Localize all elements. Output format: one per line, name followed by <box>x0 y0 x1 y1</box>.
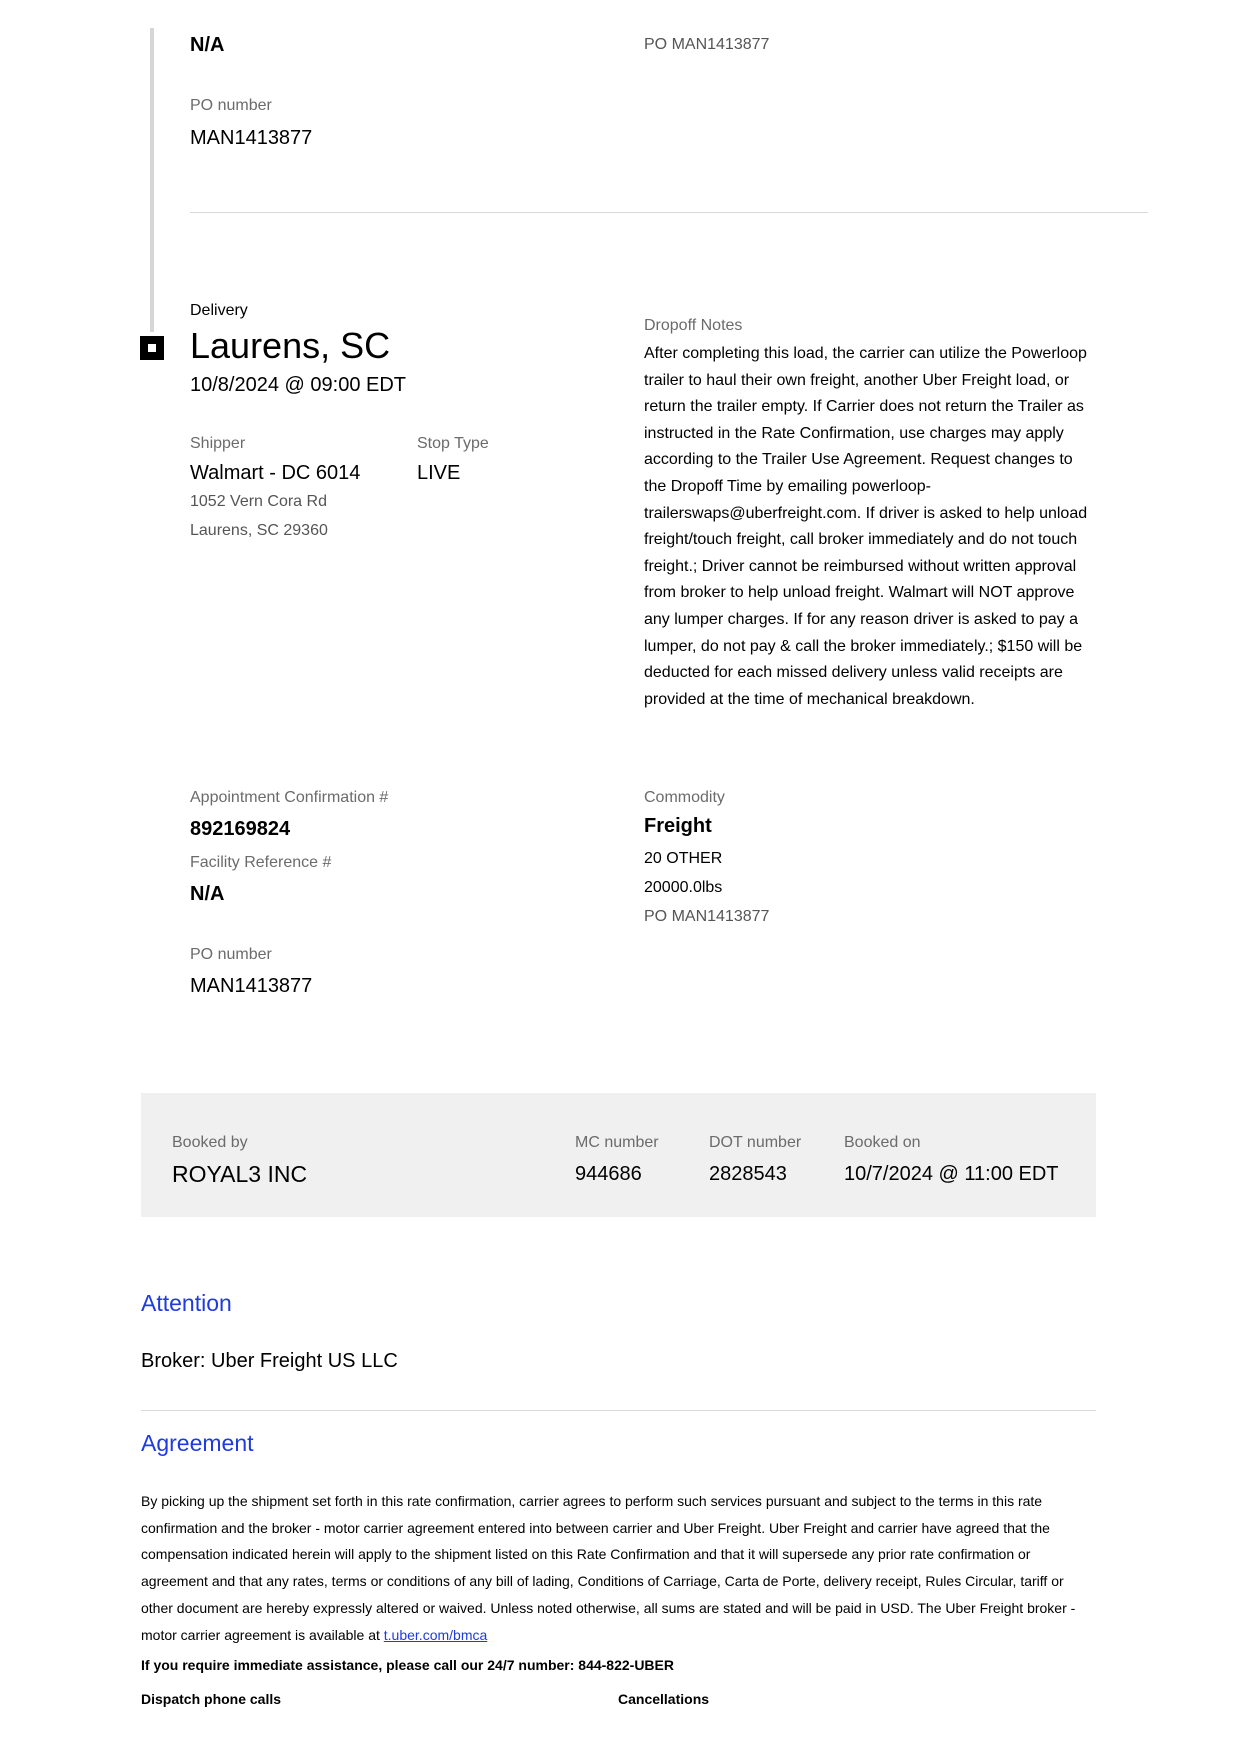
commodity-quantity: 20 OTHER <box>644 850 723 867</box>
delivery-city: Laurens, SC <box>190 325 391 366</box>
agreement-body-text: By picking up the shipment set forth in this rate confirmation, carrier agrees to perform such services pursuant and subject to the terms in this rate confirmation and the broker - motor carrier agreement entered into between carrier and Uber Freight. Uber Freight and carrier have agreed that the compensation indicated herein will apply to the shipment listed on this Rate Confirmation and that it will supersede any prior rate confirmation or agreement and that any rates, terms or conditions of any bill of lading, Conditions of Carriage, Carta de Porte, delivery receipt, Rules Circular, tariff or other document are hereby expressly altered or waived. Unless noted otherwise, all sums are stated and will be paid in USD. The Uber Freight broker - motor carrier agreement is available at <box>141 1493 1076 1643</box>
prev-facility-ref-value: N/A <box>190 34 225 56</box>
dot-number-label: DOT number <box>709 1134 802 1151</box>
appointment-label: Appointment Confirmation # <box>190 789 389 806</box>
cancellations-label: Cancellations <box>618 1691 710 1707</box>
section-divider <box>141 1410 1096 1411</box>
bmca-link[interactable]: t.uber.com/bmca <box>383 1626 488 1643</box>
booked-by-label: Booked by <box>172 1134 248 1151</box>
booked-on-label: Booked on <box>844 1134 921 1151</box>
stop-divider <box>190 212 1148 213</box>
booked-by-value: ROYAL3 INC <box>172 1161 308 1187</box>
prev-po-number-label: PO number <box>190 97 272 114</box>
shipper-address-line2: Laurens, SC 29360 <box>190 522 328 539</box>
stop-type-heading: Delivery <box>190 302 248 319</box>
broker-name: Broker: Uber Freight US LLC <box>141 1350 398 1372</box>
stop-square-icon <box>140 336 164 360</box>
agreement-body <box>141 1488 1086 1648</box>
commodity-weight: 20000.0lbs <box>644 879 723 896</box>
dot-number-value: 2828543 <box>709 1163 787 1185</box>
facility-ref-label: Facility Reference # <box>190 854 332 871</box>
stop-type-label: Stop Type <box>417 435 489 452</box>
prev-commodity-po: PO MAN1413877 <box>644 36 770 53</box>
delivery-datetime: 10/8/2024 @ 09:00 EDT <box>190 374 406 396</box>
dropoff-notes-label: Dropoff Notes <box>644 317 743 334</box>
shipper-label: Shipper <box>190 435 246 452</box>
mc-number-label: MC number <box>575 1134 659 1151</box>
agreement-heading: Agreement <box>141 1430 254 1456</box>
dropoff-notes-text: After completing this load, the carrier can utilize the Powerloop trailer to haul their own freight, another Uber Freight load, or return the trailer empty. If Carrier does not return the Trailer as instructed in the Rate Confirmation, use charges may apply according to the Trailer Use Agreement. Request changes to the Dropoff Time by emailing powerloop-trailerswaps@uberfreight.com. If driver is asked to help unload freight/touch freight, call broker immediately and do not touch freight.; Driver cannot be reimbursed without written approval from broker to help unload freight. Walmart will NOT approve any lumper charges. If for any reason driver is asked to pay a lumper, do not pay & call the broker immediately.; $150 will be deducted for each missed delivery unless valid receipts are provided at the time of mechanical breakdown. <box>644 345 1088 708</box>
shipper-name: Walmart - DC 6014 <box>190 462 361 484</box>
mc-number-value: 944686 <box>575 1163 642 1185</box>
attention-heading: Attention <box>141 1290 232 1316</box>
dispatch-calls-label: Dispatch phone calls <box>141 1691 282 1707</box>
commodity-label: Commodity <box>644 789 725 806</box>
commodity-po: PO MAN1413877 <box>644 908 770 925</box>
booking-summary-box <box>141 1093 1096 1217</box>
commodity-name: Freight <box>644 815 712 837</box>
po-number-label: PO number <box>190 946 272 963</box>
stop-type-value: LIVE <box>417 462 461 484</box>
appointment-value: 892169824 <box>190 818 291 840</box>
stop-timeline-line <box>150 28 154 332</box>
assistance-line: If you require immediate assistance, please call our 24/7 number: 844-822-UBER <box>141 1657 674 1673</box>
po-number-value: MAN1413877 <box>190 975 313 997</box>
shipper-address-line1: 1052 Vern Cora Rd <box>190 493 327 510</box>
booked-on-value: 10/7/2024 @ 11:00 EDT <box>844 1163 1059 1185</box>
prev-po-number-value: MAN1413877 <box>190 127 313 149</box>
facility-ref-value: N/A <box>190 883 225 905</box>
